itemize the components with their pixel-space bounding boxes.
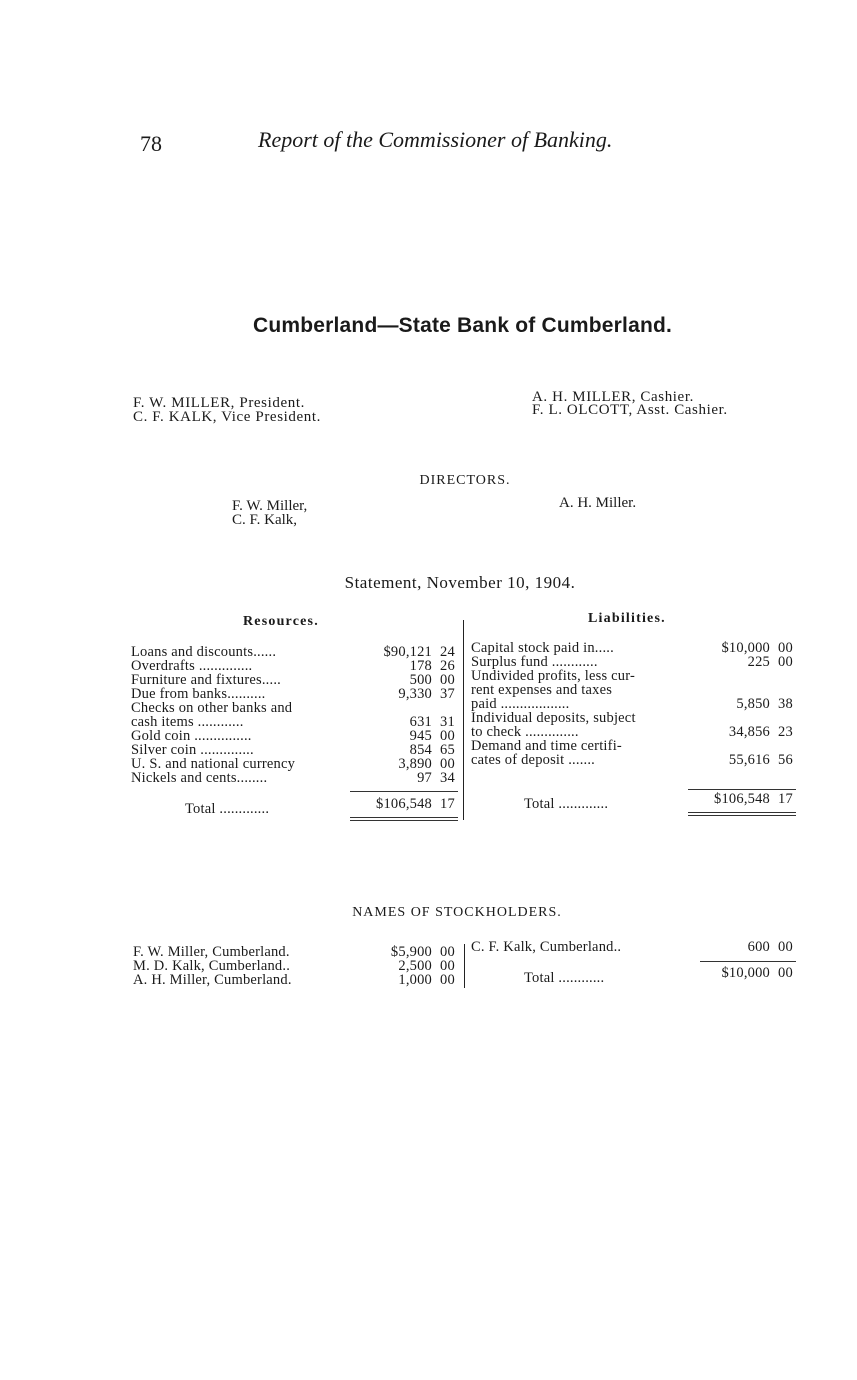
- liability-item-label: Undivided profits, less cur-: [471, 668, 635, 684]
- resources-double-rule: [350, 820, 458, 821]
- officer-president: F. W. MILLER, President.: [133, 395, 305, 411]
- resource-item-label: Overdrafts ..............: [131, 658, 253, 674]
- director-item: F. W. Miller,: [232, 498, 308, 514]
- page-number: 78: [140, 131, 162, 156]
- resource-item-dollars: 854: [409, 742, 432, 758]
- resource-item-dollars: 500: [409, 672, 432, 688]
- officer-cashier: A. H. MILLER, Cashier.: [532, 389, 694, 405]
- stockholders-total-dollars: $10,000: [721, 965, 770, 981]
- stockholder-item-dollars: 2,500: [398, 958, 432, 974]
- liability-item-label: to check ..............: [471, 724, 579, 740]
- center-rule: [463, 620, 464, 820]
- resources-total-cents: 17: [440, 796, 455, 812]
- liability-item-cents: 00: [778, 654, 793, 670]
- stockholders-heading: NAMES OF STOCKHOLDERS.: [352, 905, 562, 920]
- resource-item-cents: 65: [440, 742, 455, 758]
- liabilities-total-label: Total .............: [524, 796, 609, 812]
- resources-total-label: Total .............: [185, 801, 270, 817]
- resources-double-rule: [350, 817, 458, 818]
- stockholder-item-cents: 00: [440, 944, 455, 960]
- liability-item-cents: 23: [778, 724, 793, 740]
- stockholder-item-cents: 00: [440, 958, 455, 974]
- liabilities-heading: Liabilities.: [588, 611, 666, 626]
- liabilities-total-rule: [688, 789, 796, 790]
- liability-item-dollars: 225: [747, 654, 770, 670]
- liability-item-label: Capital stock paid in.....: [471, 640, 614, 656]
- resource-item-cents: 00: [440, 728, 455, 744]
- resource-item-label: U. S. and national currency: [131, 756, 296, 772]
- liability-item-dollars: 55,616: [728, 752, 770, 768]
- liability-item-cents: 38: [778, 696, 793, 712]
- resource-item-cents: 37: [440, 686, 455, 702]
- resource-item-label: cash items ............: [131, 714, 244, 730]
- stockholder-item-label: A. H. Miller, Cumberland.: [133, 972, 292, 988]
- liability-item-label: Surplus fund ............: [471, 654, 598, 670]
- liability-item-dollars: 34,856: [728, 724, 770, 740]
- resource-item-label: Furniture and fixtures.....: [131, 672, 281, 688]
- resource-item-cents: 34: [440, 770, 455, 786]
- resource-item-cents: 24: [440, 644, 455, 660]
- liability-item-label: rent expenses and taxes: [471, 682, 613, 698]
- resource-item-dollars: 9,330: [398, 686, 432, 702]
- stockholder-item-label: F. W. Miller, Cumberland.: [133, 944, 290, 960]
- stockholder-item-dollars: $5,900: [390, 944, 432, 960]
- stockholder-item-label: M. D. Kalk, Cumberland..: [133, 958, 291, 974]
- liabilities-total-cents: 17: [778, 791, 793, 807]
- director-item: A. H. Miller.: [559, 495, 637, 511]
- stockholder-item-cents: 00: [778, 939, 793, 955]
- directors-heading: DIRECTORS.: [419, 473, 511, 488]
- resource-item-dollars: 945: [409, 728, 432, 744]
- liability-item-cents: 00: [778, 640, 793, 656]
- stockholder-item-dollars: 600: [747, 939, 770, 955]
- resource-item-label: Silver coin ..............: [131, 742, 254, 758]
- stockholder-item-cents: 00: [440, 972, 455, 988]
- resource-item-dollars: 3,890: [398, 756, 432, 772]
- director-item: C. F. Kalk,: [232, 512, 298, 528]
- resource-item-dollars: 631: [409, 714, 432, 730]
- liabilities-double-rule: [688, 815, 796, 816]
- officer-asst-cashier: F. L. OLCOTT, Asst. Cashier.: [532, 402, 728, 418]
- bank-title: Cumberland—State Bank of Cumberland.: [252, 314, 673, 337]
- stockholders-total-cents: 00: [778, 965, 793, 981]
- liability-item-label: Demand and time certifi-: [471, 738, 622, 754]
- resource-item-cents: 26: [440, 658, 455, 674]
- resource-item-label: Gold coin ...............: [131, 728, 252, 744]
- stockholders-total-rule: [700, 961, 796, 962]
- statement-title: Statement, November 10, 1904.: [344, 573, 576, 592]
- liabilities-double-rule: [688, 812, 796, 813]
- resource-item-dollars: $90,121: [383, 644, 432, 660]
- resources-total-dollars: $106,548: [376, 796, 432, 812]
- liabilities-total-dollars: $106,548: [714, 791, 770, 807]
- liability-item-dollars: 5,850: [736, 696, 770, 712]
- resource-item-dollars: 97: [417, 770, 432, 786]
- running-title: Report of the Commissioner of Banking.: [258, 127, 613, 152]
- resource-item-cents: 31: [440, 714, 455, 730]
- resource-item-cents: 00: [440, 756, 455, 772]
- officer-vice-president: C. F. KALK, Vice President.: [133, 409, 321, 425]
- liability-item-label: Individual deposits, subject: [471, 710, 636, 726]
- resource-item-dollars: 178: [409, 658, 432, 674]
- liability-item-cents: 56: [778, 752, 793, 768]
- liability-item-label: paid ..................: [471, 696, 570, 712]
- stockholders-total-label: Total ............: [524, 970, 605, 986]
- stockholder-item-label: C. F. Kalk, Cumberland..: [471, 939, 622, 955]
- resource-item-label: Nickels and cents........: [131, 770, 268, 786]
- liability-item-label: cates of deposit .......: [471, 752, 595, 768]
- resources-total-rule: [350, 791, 458, 792]
- stockholder-item-dollars: 1,000: [398, 972, 432, 988]
- resource-item-label: Due from banks..........: [131, 686, 266, 702]
- stockholders-rule: [464, 944, 465, 988]
- resource-item-label: Loans and discounts......: [131, 644, 277, 660]
- liability-item-dollars: $10,000: [721, 640, 770, 656]
- resource-item-label: Checks on other banks and: [131, 700, 293, 716]
- resources-heading: Resources.: [243, 614, 319, 629]
- resource-item-cents: 00: [440, 672, 455, 688]
